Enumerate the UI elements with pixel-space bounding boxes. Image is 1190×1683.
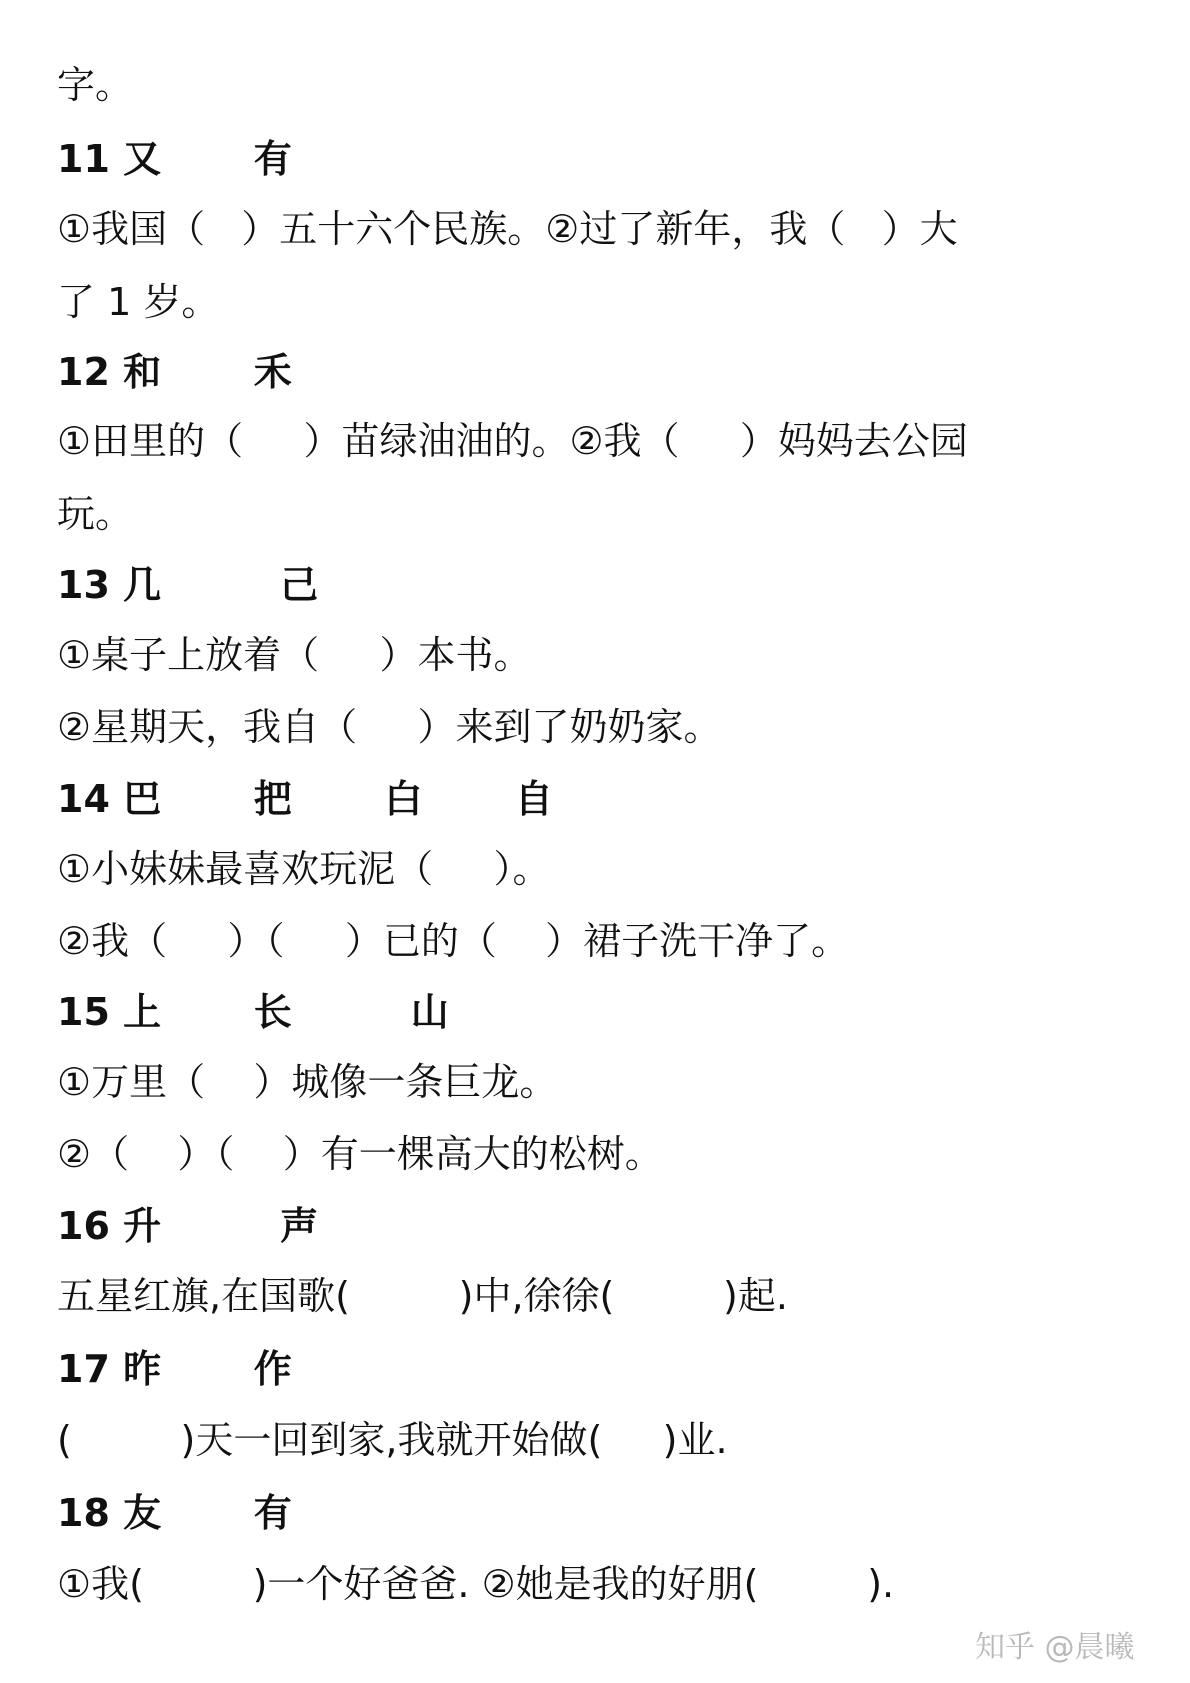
watermark: 知乎 @晨曦 [975, 1630, 1135, 1665]
text-line: ①我国（ ）五十六个民族。②过了新年，我（ ）大 [57, 207, 958, 251]
exercise-heading: 17 昨 作 [57, 1347, 292, 1391]
text-line: ②我（ ）（ ）已的（ ）裙子洗干净了。 [57, 919, 850, 963]
exercise-heading: 13 几 己 [57, 563, 319, 607]
exercise-heading: 14 巴 把 白 自 [57, 777, 553, 821]
text-line: ( )天一回到家,我就开始做( )业. [57, 1418, 728, 1462]
text-line: ①万里（ ）城像一条巨龙。 [57, 1060, 558, 1104]
exercise-heading: 18 友 有 [57, 1491, 292, 1535]
text-line: ①我( )一个好爸爸. ②她是我的好朋( ). [57, 1562, 895, 1606]
exercise-heading: 15 上 长 山 [57, 990, 449, 1034]
text-line: 玩。 [57, 492, 134, 536]
text-line: 字。 [57, 63, 134, 107]
text-line: 五星红旗,在国歌( )中,徐徐( )起. [57, 1274, 788, 1318]
text-line: ①桌子上放着（ ）本书。 [57, 633, 532, 677]
exercise-heading: 16 升 声 [57, 1204, 319, 1248]
text-line: ①小妹妹最喜欢玩泥（ ）。 [57, 847, 551, 891]
text-line: ②（ ）（ ）有一棵高大的松树。 [57, 1132, 663, 1176]
exercise-heading: 11 又 有 [57, 137, 292, 181]
text-line: ②星期天，我自（ ）来到了奶奶家。 [57, 705, 722, 749]
exercise-heading: 12 和 禾 [57, 350, 292, 394]
text-line: ①田里的（ ）苗绿油油的。②我（ ）妈妈去公园 [57, 419, 968, 463]
text-line: 了 1 岁。 [57, 280, 220, 324]
